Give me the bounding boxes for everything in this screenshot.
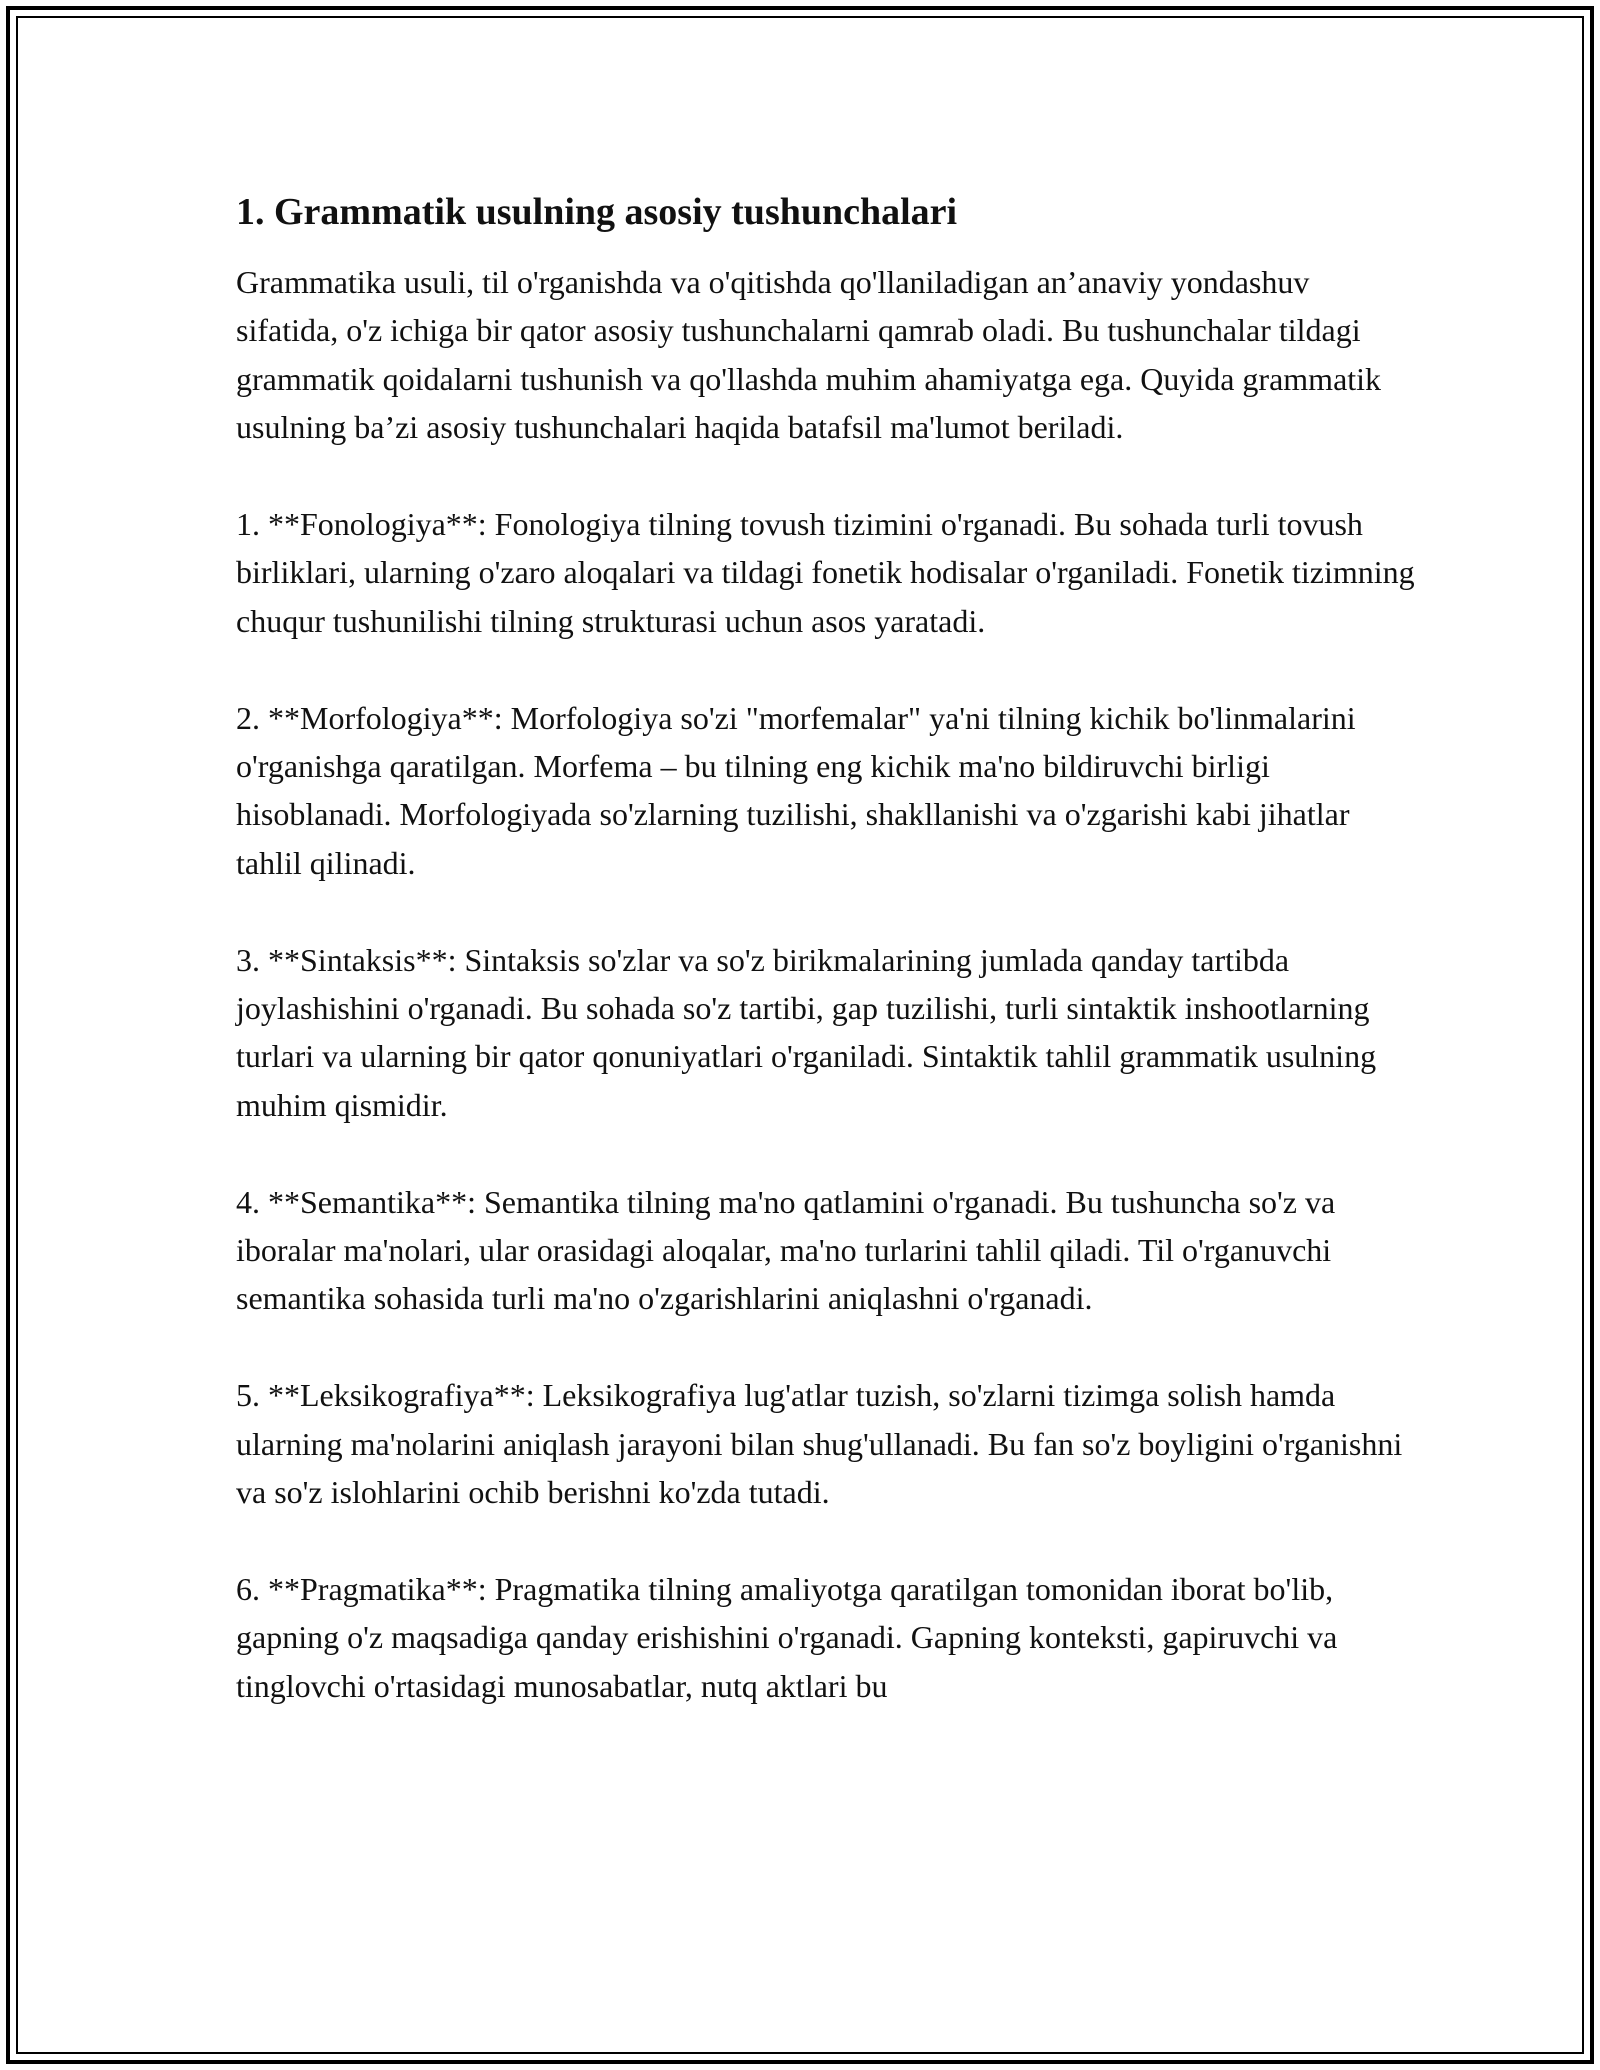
paragraph-fonologiya: 1. **Fonologiya**: Fonologiya tilning tovush tizimini o'rganadi. Bu sohada turli tovush birliklari, ularning o'zaro aloqalari va tildagi fonetik hodisalar o'rganiladi. Fonetik tizimning chuqur tushunilishi tilning strukturasi uchun asos yaratadi. xyxy=(236,506,1415,639)
paragraph-morfologiya: 2. **Morfologiya**: Morfologiya so'zi "morfemalar" ya'ni tilning kichik bo'linmalarini o'rganishga qaratilgan. Morfema – bu tilning eng kichik ma'no bildiruvchi birligi hisoblanadi. Morfologiyada so'zlarning tuzilishi, shakllanishi va o'zgarishi kabi jihatlar tahlil qilinadi. xyxy=(236,699,1356,881)
paragraph-pragmatika: 6. **Pragmatika**: Pragmatika tilning amaliyotga qaratilgan tomonidan iborat bo'lib, gapning o'z maqsadiga qanday erishishini o'rganadi. Gapning konteksti, gapiruvchi va tinglovchi o'rtasidagi munosabatlar, nutq aktlari bu xyxy=(236,1570,1338,1704)
document-body xyxy=(236,184,1416,1758)
document-title: 1. Grammatik usulning asosiy tushunchalari xyxy=(236,191,958,233)
paragraph-semantika: 4. **Semantika**: Semantika tilning ma'no qatlamini o'rganadi. Bu tushuncha so'z va iboralar ma'nolari, ular orasidagi aloqalar, ma'no turlarini tahlil qiladi. Til o'rganuvchi semantika sohasida turli ma'no o'zgarishlarini aniqlashni o'rganadi. xyxy=(236,1183,1336,1317)
paragraph-sintaksis: 3. **Sintaksis**: Sintaksis so'zlar va so'z birikmalarining jumlada qanday tartibda joylashishini o'rganadi. Bu sohada so'z tartibi, gap tuzilishi, turli sintaktik inshootlarning turlari va ularning bir qator qonuniyatlari o'rganiladi. Sintaktik tahlil grammatik usulning muhim qismidir. xyxy=(236,941,1377,1123)
paragraph-leksikografiya: 5. **Leksikografiya**: Leksikografiya lug'atlar tuzish, so'zlarni tizimga solish hamda ularning ma'nolarini aniqlash jarayoni bilan shug'ullanadi. Bu fan so'z boyligini o'rganishni va so'z islohlarini ochib berishni ko'zda tutadi. xyxy=(236,1377,1403,1511)
intro-paragraph: Grammatika usuli, til o'rganishda va o'qitishda qo'llaniladigan an’anaviy yondashuv sifatida, o'z ichiga bir qator asosiy tushunchalarni qamrab oladi. Bu tushunchalar tildagi grammatik qoidalarni tushunish va qo'llashda muhim ahamiyatga ega. Quyida grammatik usulning ba’zi asosiy tushunchalari haqida batafsil ma'lumot beriladi. xyxy=(236,264,1382,446)
